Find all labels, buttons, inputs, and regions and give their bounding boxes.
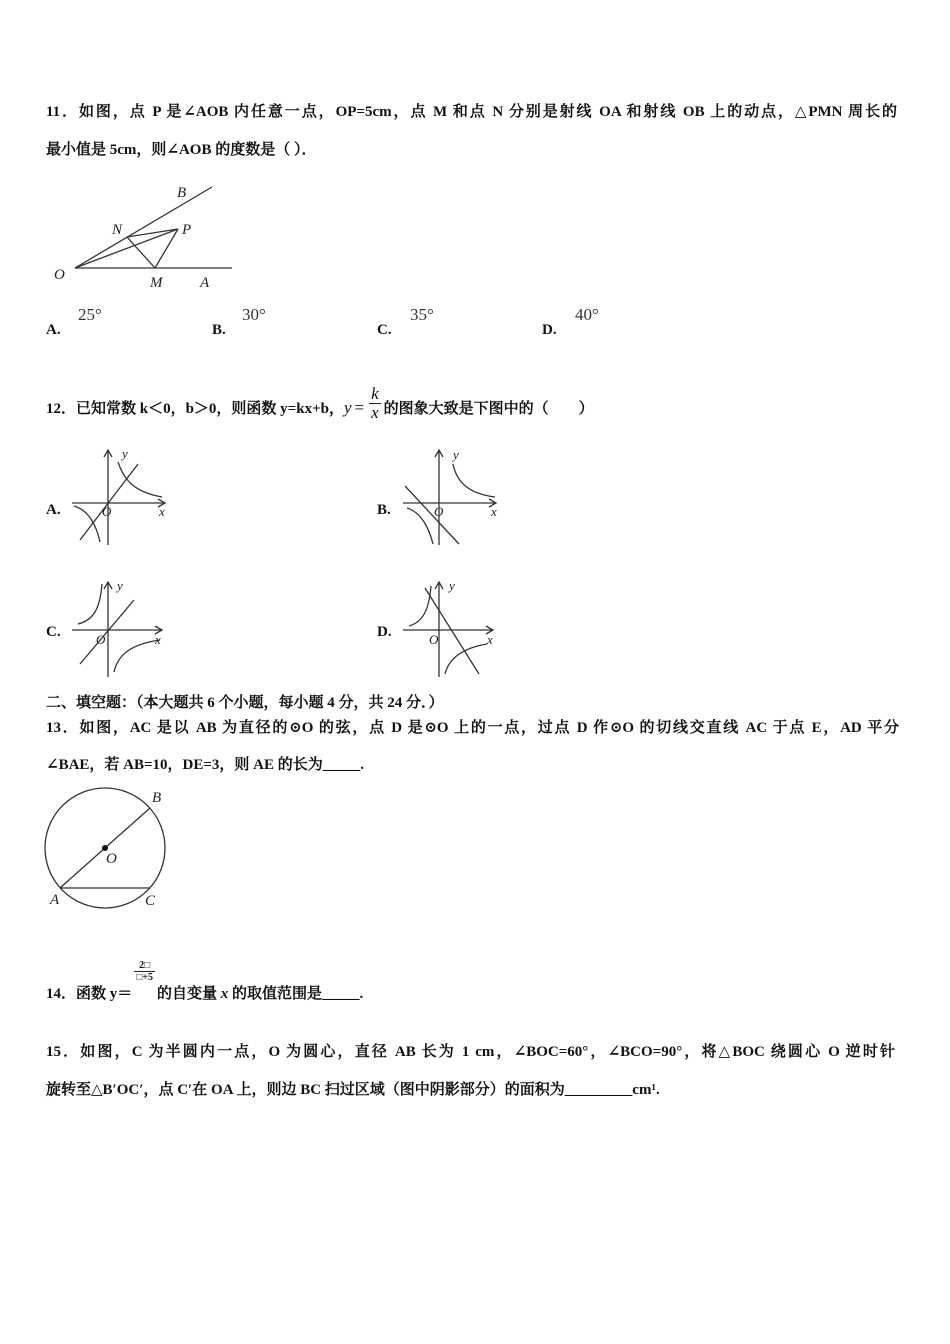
label-b: B [152,790,162,806]
q14-variable: x [220,986,229,1002]
q11-option-d-value: 40° [575,305,599,324]
axis-label-x: x [491,504,497,519]
axis-label-origin: O [429,632,439,647]
label-a: A [50,892,60,908]
label-o: O [106,851,117,867]
q12-option-d-label: D. [377,624,392,640]
linear-function-line [80,600,134,664]
q11-option-d-label: D. [542,322,557,338]
q14-text-mid: 的自变量 [157,986,221,1002]
q11-option-c-label: C. [377,322,392,338]
q12-formula-numerator: k [371,384,379,403]
hyperbola-branch-lower [445,644,487,674]
axis-label-origin: O [434,504,444,519]
q12-text-before: 12．已知常数 k＜0，b＞0，则函数 y=kx+b， [46,400,344,417]
q12-line [46,384,594,428]
q11-line-2: 最小值是 5cm，则∠AOB 的度数是（ ）． [46,142,317,158]
label-p: P [182,222,192,238]
q14-text-before: 14．函数 y＝ [46,986,133,1002]
q11-option-b-label: B. [212,322,226,338]
label-o: O [54,267,65,283]
linear-function-line [80,464,138,540]
axis-label-y: y [122,446,128,461]
label-b: B [177,185,187,201]
axis-label-x: x [159,504,165,519]
axis-label-origin: O [102,504,112,519]
q14-fraction [134,960,155,983]
q12-formula-fraction [369,385,381,422]
q11-option-c-value: 35° [410,305,434,324]
q14-fraction-numerator: 2□ [139,960,151,971]
hyperbola-branch-upper [78,584,102,624]
axis-label-y: y [117,578,123,593]
axis-label-x: x [487,632,493,647]
q12-graph-b [403,446,501,546]
q12-text-after: 的图象大致是下图中的（ ） [383,400,594,417]
linear-function-line [405,486,459,544]
hyperbola-branch-lower [407,508,433,544]
q12-graph-c [72,578,166,678]
q12-formula-eq: = [354,397,365,417]
q11-option-a-label: A. [46,322,61,338]
q11-option-b-value: 30° [242,305,266,324]
q15-line-2: 旋转至△B′OC′，点 C′在 OA 上，则边 BC 扫过区域（图中阴影部分）的面积为_________cm¹. [46,1082,660,1098]
q14-text-after: 的取值范围是_____. [228,986,364,1002]
segment-op [75,229,178,268]
hyperbola-branch-lower [114,640,160,672]
segment-pm [155,229,178,268]
q11-line-1: 11．如图，点 P 是∠AOB 内任意一点，OP=5cm，点 M 和点 N 分别是射线 OA 和射线 OB 上的动点，△PMN 周长的 [46,104,897,120]
label-a: A [200,275,210,291]
q13-line-2: ∠BAE，若 AB=10，DE=3，则 AE 的长为_____. [46,757,365,773]
q12-option-a-label: A. [46,502,61,518]
q12-option-b-label: B. [377,502,391,518]
section-2-heading: 二、填空题：（本大题共 6 个小题，每小题 4 分，共 24 分．） [46,695,444,711]
q11-figure [40,178,240,293]
q14-fraction-denominator: □+5 [136,972,154,983]
axis-label-y: y [449,578,455,593]
q12-formula-lhs: y [343,397,352,417]
q12-option-c-label: C. [46,624,61,640]
segment-nm [127,237,155,268]
q12-graph-a [72,446,170,546]
hyperbola-branch-upper [453,464,495,497]
q12-formula-denominator: x [371,403,379,422]
q13-figure [40,783,175,913]
hyperbola-branch-lower [74,506,100,542]
q13-line-1: 13．如图，AC 是以 AB 为直径的⊙O 的弦，点 D 是⊙O 上的一点，过点 D 作⊙O 的切线交直线 AC 于点 E，AD 平分 [46,720,899,736]
label-c: C [145,893,156,909]
axis-label-origin: O [96,632,106,647]
q15-line-1: 15．如图，C 为半圆内一点，O 为圆心，直径 AB 长为 1 cm，∠BOC=60°，∠BCO=90°，将△BOC 绕圆心 O 逆时针 [46,1044,895,1060]
q12-graph-d [403,578,497,678]
label-m: M [150,275,163,291]
axis-label-x: x [155,632,161,647]
label-n: N [112,222,123,238]
q11-option-a-value: 25° [78,305,102,324]
q14-line [46,960,363,1004]
axis-label-y: y [453,447,459,462]
hyperbola-branch-upper [118,462,162,497]
